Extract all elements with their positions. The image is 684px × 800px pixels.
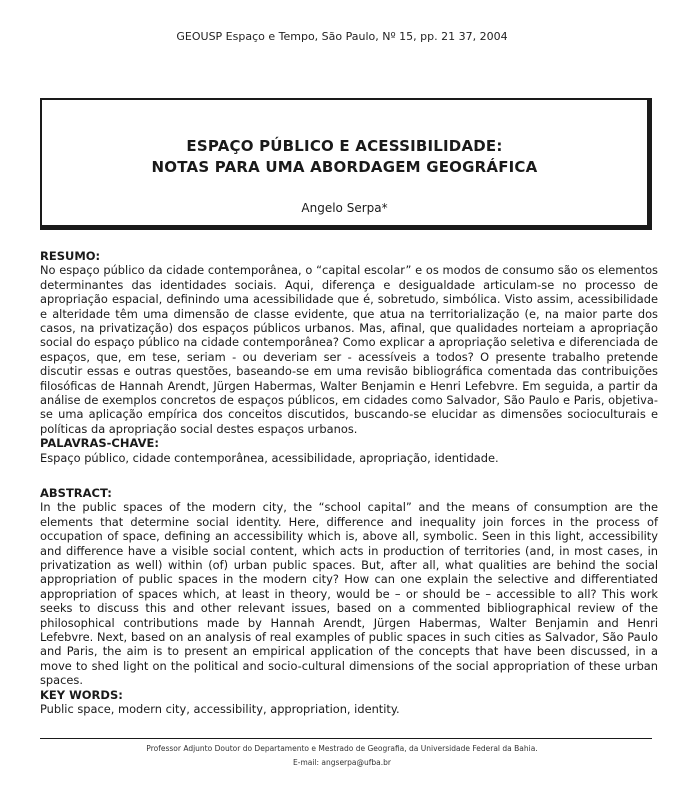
footnote-affiliation: Professor Adjunto Doutor do Departamento e Mestrado de Geografia, da Universidade Federal da Bahia. <box>146 744 538 753</box>
running-head: GEOUSP Espaço e Tempo, São Paulo, Nº 15, pp. 21 37, 2004 <box>176 30 508 43</box>
abstract-heading: ABSTRACT: <box>40 486 112 500</box>
title-box <box>40 98 652 230</box>
author-name: Angelo Serpa* <box>301 201 388 215</box>
resumo-heading: RESUMO: <box>40 249 101 263</box>
resumo-section <box>40 249 658 465</box>
palavras-chave-text: Espaço público, cidade contemporânea, acessibilidade, apropriação, identidade. <box>40 450 499 465</box>
title-line-1: ESPAÇO PÚBLICO E ACESSIBILIDADE: <box>186 137 503 155</box>
title-line-2: NOTAS PARA UMA ABORDAGEM GEOGRÁFICA <box>151 158 538 176</box>
key-words-text: Public space, modern city, accessibility, appropriation, identity. <box>40 702 400 717</box>
resumo-text: No espaço público da cidade contemporânea, o “capital escolar” e os modos de consumo são os elementos determinantes das identidades sociais. Aqui, diferença e desigualdade articulam-se no processo de apropriação espacial, definindo uma acessibilidade que é, sobretudo, simbólica. Visto assim, acessibilidade e alteridade têm uma dimensão de classe evidente, que atua na territorialização (e, na maior parte dos casos, na privatização) dos espaços públicos urbanos. Mas, afinal, que qualidades norteiam a apropriação social do espaço público na cidade contemporânea? Como explicar a apropriação seletiva e diferenciada de espaços, que, em tese, seriam - ou deveriam ser - acessíveis a todos? O presente trabalho pretende discutir essas e outras questões, baseando-se em uma revisão bibliográfica comentada das contribuições filosóficas de Hannah Arendt, Jürgen Habermas, Walter Benjamin e Henri Lefebvre. Em seguida, a partir da análise de exemplos concretos de espaços públicos, em cidades como Salvador, São Paulo e Paris, objetiva-se uma aplicação empírica dos conceitos discutidos, buscando-se elucidar as dimensões socioculturais e políticas da apropriação social destes espaços urbanos. <box>40 263 658 436</box>
abstract-text: In the public spaces of the modern city, the “school capital” and the means of consumption are the elements that determine social identity. Here, difference and inequality join forces in the process of occupation of space, defining an accessibility which is, above all, symbolic. Seen in this light, accessibility and difference have a visible social content, which acts in production of territories (and, in most cases, in privatization as well) within (of) urban public spaces. But, after all, what qualities are behind the social appropriation of public spaces in the modern city? How can one explain the selective and differentiated appropriation of spaces which, at least in theory, would be – or should be – accessible to all? This work seeks to discuss this and other relevant issues, based on a commented bibliographical review of the philosophical contributions made by Hannah Arendt, Jürgen Habermas, Walter Benjamin and Henri Lefebvre. Next, based on an analysis of real examples of public spaces in such cities as Salvador, São Paulo and Paris, the aim is to present an empirical application of the concepts that have been discussed, in a move to shed light on the political and socio-cultural dimensions of the social appropriation of these urban spaces. <box>40 500 658 688</box>
abstract-section <box>40 486 658 717</box>
article-title <box>42 136 647 178</box>
footnote-email: E-mail: angserpa@ufba.br <box>293 758 391 767</box>
key-words-heading: KEY WORDS: <box>40 687 123 702</box>
palavras-chave-heading: PALAVRAS-CHAVE: <box>40 436 159 451</box>
footnote-rule <box>40 738 652 739</box>
